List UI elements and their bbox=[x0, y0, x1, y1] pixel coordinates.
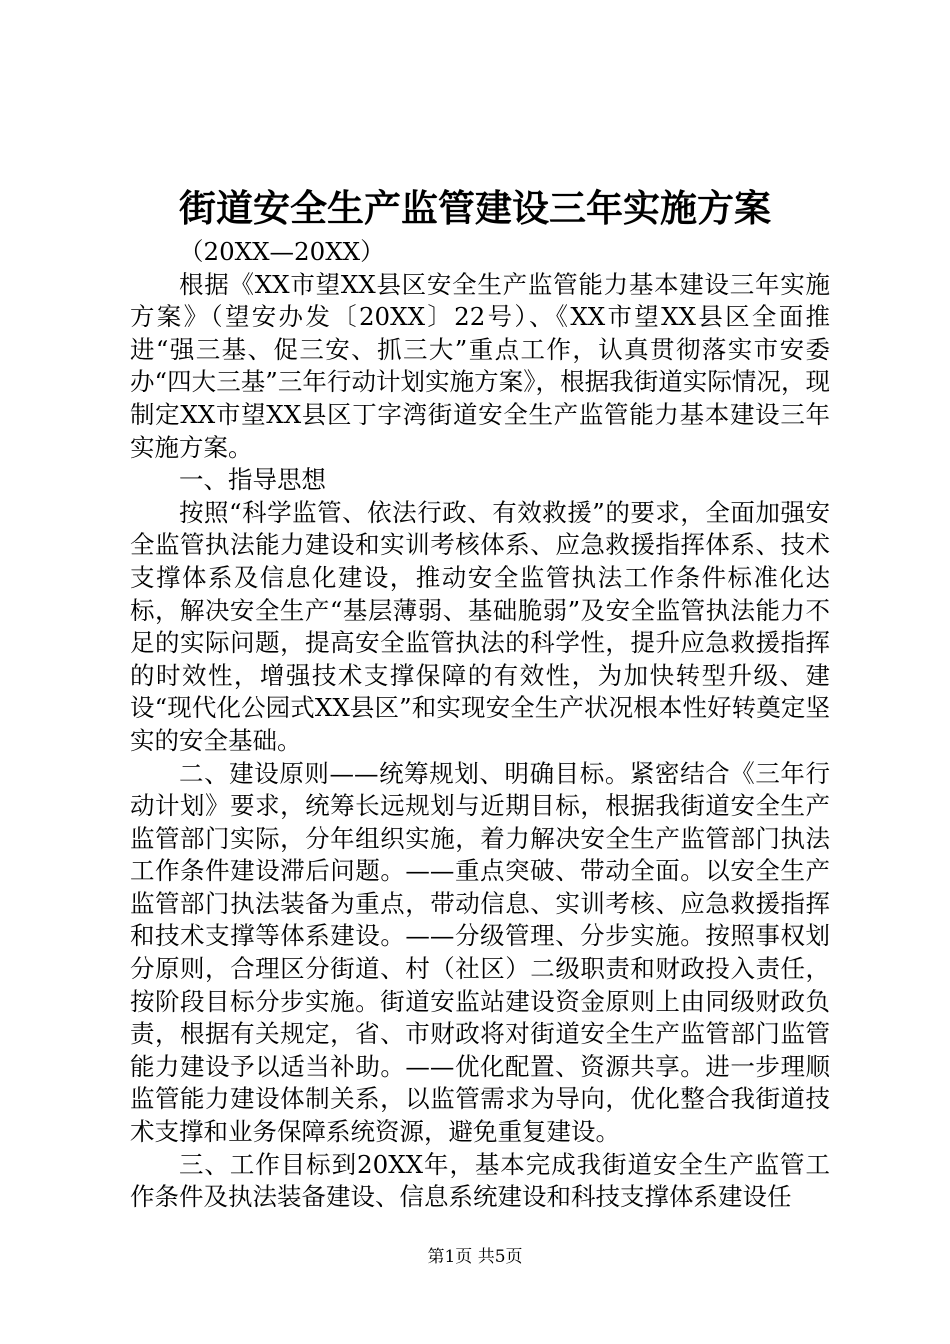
document-subtitle: （20XX—20XX） bbox=[179, 237, 385, 266]
paragraph-intro: 根据《XX市望XX县区安全生产监管能力基本建设三年实施方案》（望安办发〔20XX〕22号）、《XX市望XX县区全面推进“强三基、促三安、抓三大”重点工作，认真贯彻落实市安委办“四大三基”三年行动计划实施方案》，根据我街道实际情况，现制定XX市望XX县区丁字湾街道安全生产监管能力基本建设三年实施方案。 bbox=[130, 269, 830, 462]
section-heading-guiding-ideology: 一、指导思想 bbox=[179, 465, 326, 495]
paragraph-construction-principles: 二、建设原则——统筹规划、明确目标。紧密结合《三年行动计划》要求，统筹长远规划与近期目标，根据我街道安全生产监管部门实际，分年组织实施，着力解决安全生产监管部门执法工作条件建设滞后问题。——重点突破、带动全面。以安全生产监管部门执法装备为重点，带动信息、实训考核、应急救援指挥和技术支撑等体系建设。——分级管理、分步实施。按照事权划分原则，合理区分街道、村（社区）二级职责和财政投入责任，按阶段目标分步实施。街道安监站建设资金原则上由同级财政负责，根据有关规定，省、市财政将对街道安全生产监管部门监管能力建设予以适当补助。——优化配置、资源共享。进一步理顺监管能力建设体制关系，以监管需求为导向，优化整合我街道技术支撑和业务保障系统资源，避免重复建设。 bbox=[130, 758, 830, 1147]
document-title: 街道安全生产监管建设三年实施方案 bbox=[179, 186, 771, 230]
page-number-footer: 第1页 共5页 bbox=[427, 1247, 523, 1267]
paragraph-work-goals: 三、工作目标到20XX年，基本完成我街道安全生产监管工作条件及执法装备建设、信息系统建设和科技支撑体系建设任 bbox=[130, 1149, 830, 1212]
document-body bbox=[130, 236, 830, 1214]
paragraph-guiding-ideology: 按照“科学监管、依法行政、有效救援”的要求，全面加强安全监管执法能力建设和实训考核体系、应急救援指挥体系、技术支撑体系及信息化建设，推动安全监管执法工作条件标准化达标，解决安全生产“基层薄弱、基础脆弱”及安全监管执法能力不足的实际问题，提高安全监管执法的科学性，提升应急救援指挥的时效性，增强技术支撑保障的有效性，为加快转型升级、建设“现代化公园式XX县区”和实现安全生产状况根本性好转奠定坚实的安全基础。 bbox=[130, 497, 830, 755]
